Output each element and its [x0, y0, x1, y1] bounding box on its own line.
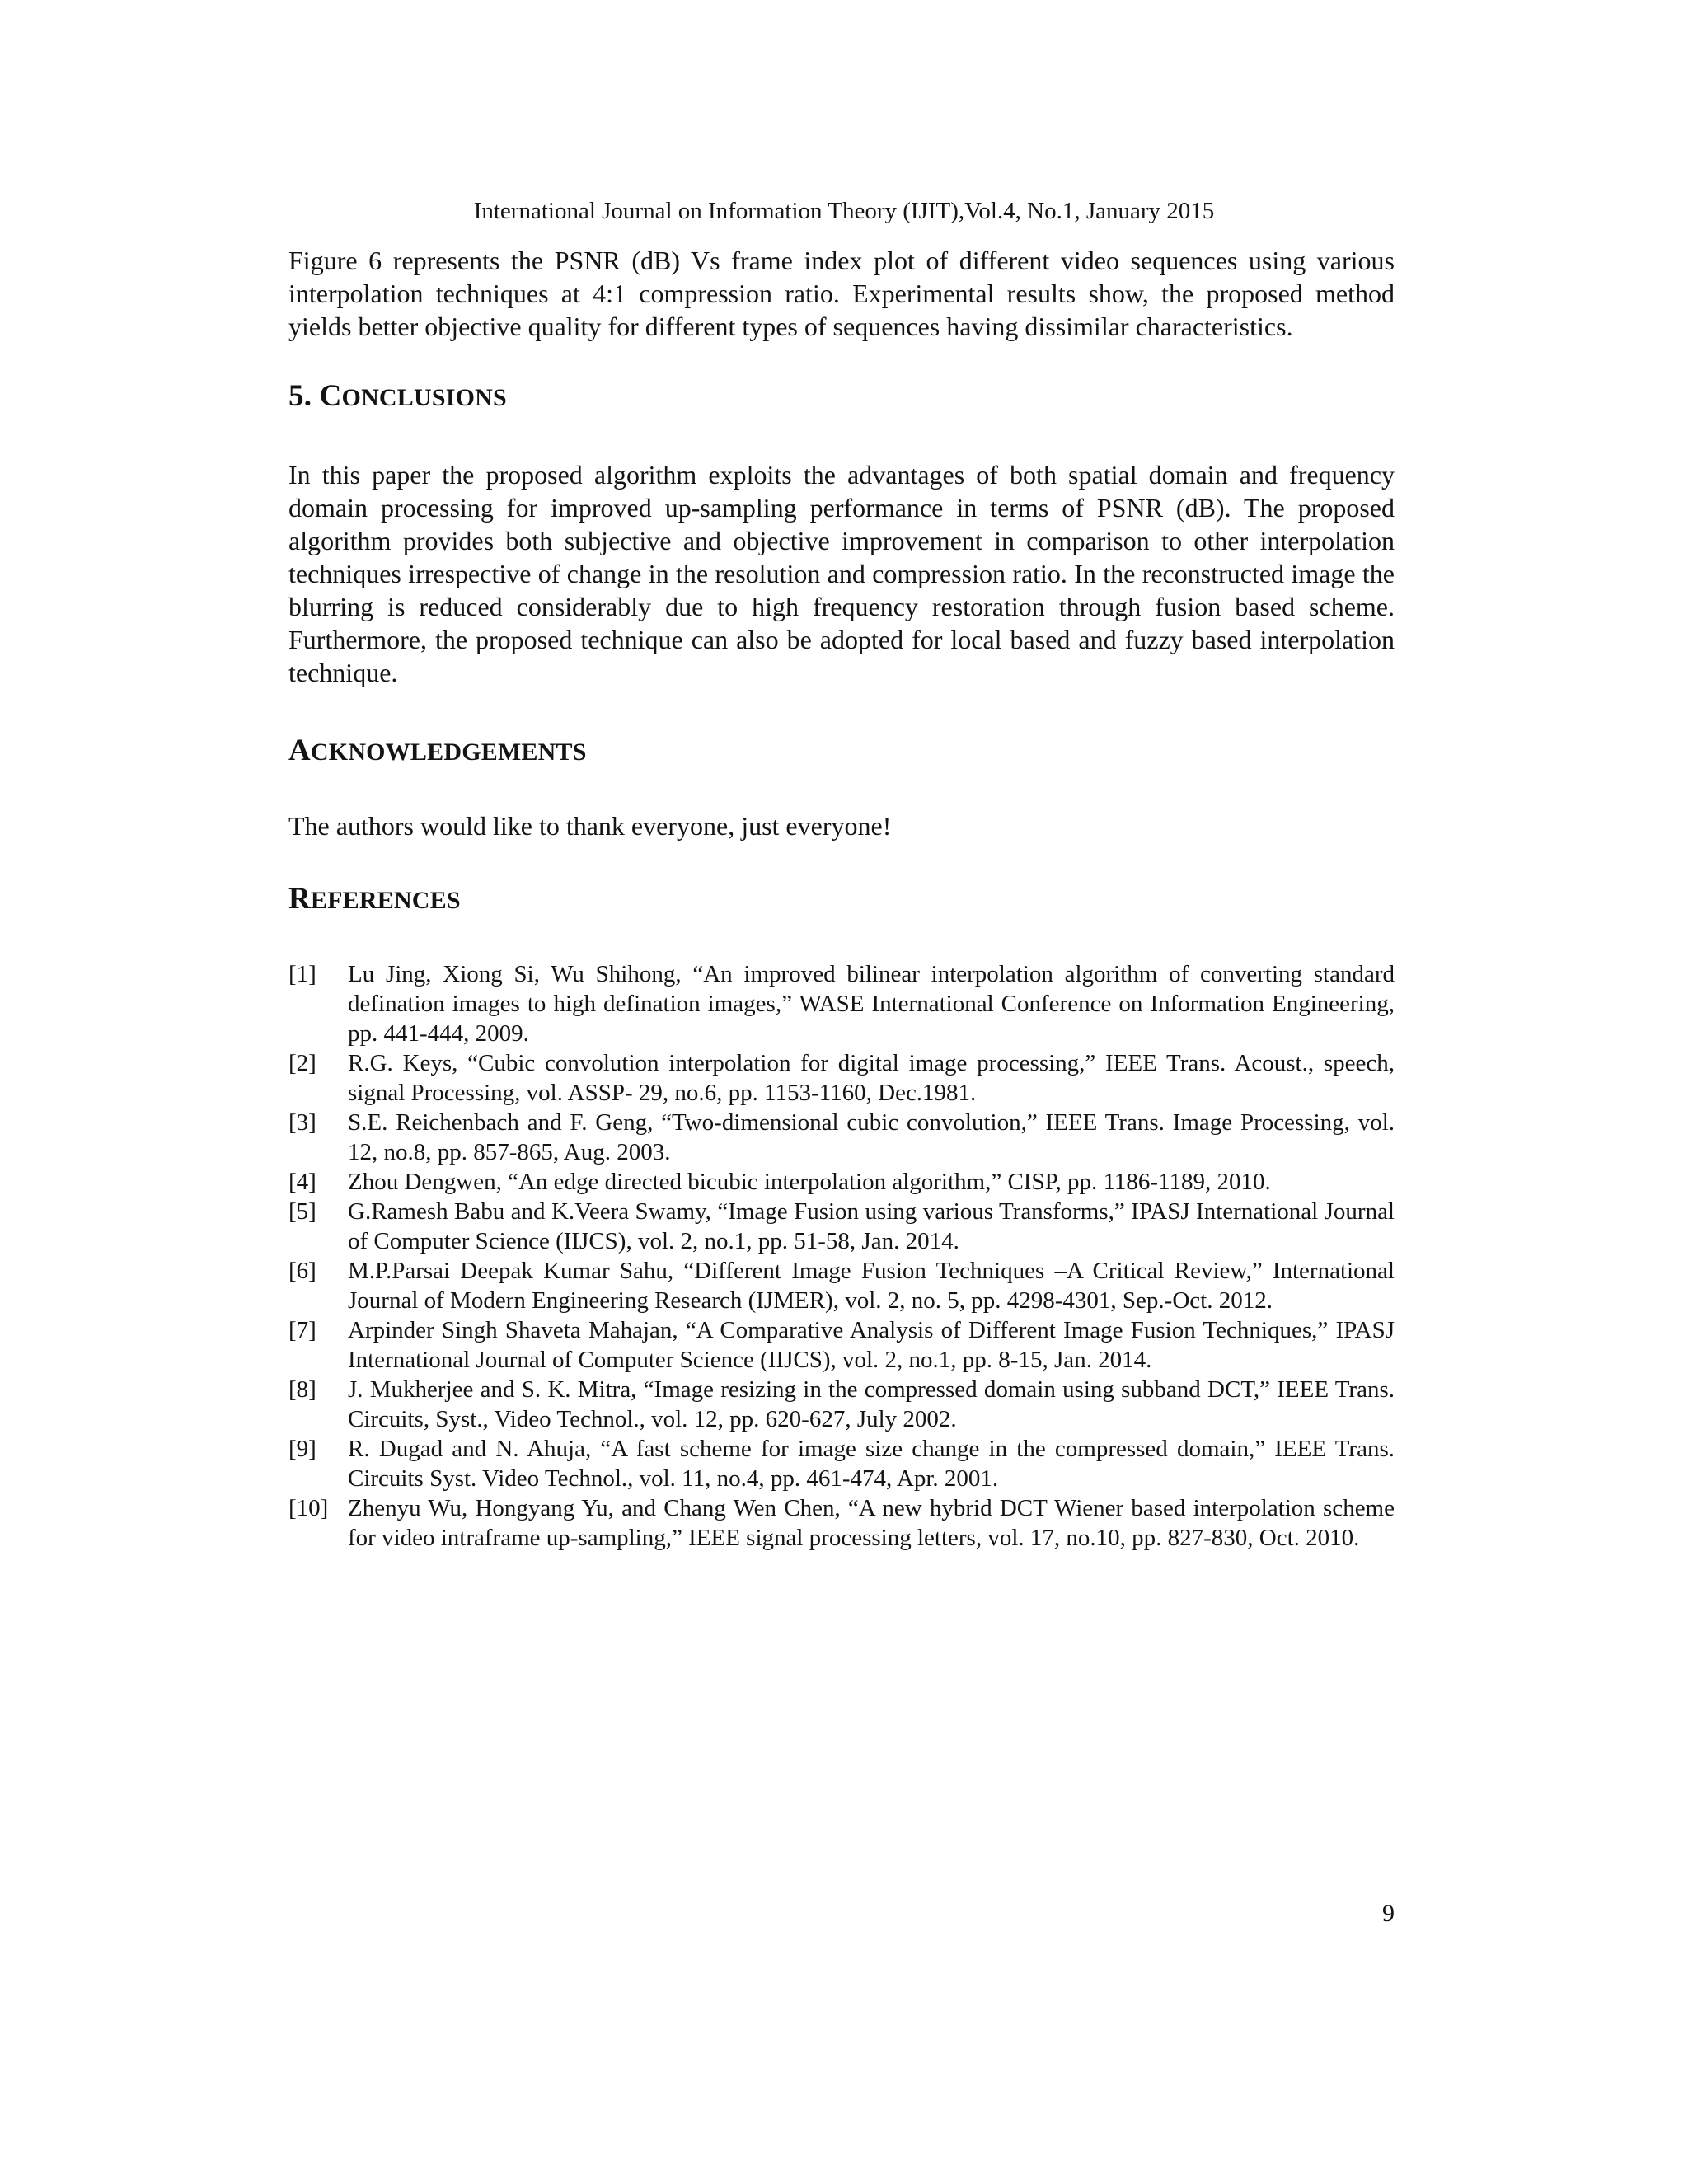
acknowledgements-heading-initial: A	[288, 733, 311, 767]
reference-number: [8]	[288, 1376, 316, 1403]
acknowledgements-heading	[288, 732, 1395, 771]
reference-item	[288, 1197, 1395, 1256]
reference-item	[288, 1108, 1395, 1167]
reference-item	[288, 1375, 1395, 1434]
conclusions-heading-initial: C	[319, 379, 342, 413]
reference-number: [7]	[288, 1317, 316, 1343]
reference-item	[288, 1167, 1395, 1197]
conclusions-heading-rest: ONCLUSIONS	[341, 384, 507, 411]
reference-text: Zhou Dengwen, “An edge directed bicubic interpolation algorithm,” CISP, pp. 1186-1189, 2010.	[348, 1169, 1271, 1195]
reference-number: [2]	[288, 1050, 316, 1076]
reference-item	[288, 959, 1395, 1048]
reference-number: [10]	[288, 1495, 329, 1521]
references-heading	[288, 880, 1395, 920]
reference-text: Lu Jing, Xiong Si, Wu Shihong, “An improved bilinear interpolation algorithm of converting standard defination images to high defination images,” WASE International Conference on Information Engineering, pp. 441-444, 2009.	[348, 961, 1395, 1047]
reference-item	[288, 1256, 1395, 1315]
reference-number: [3]	[288, 1109, 316, 1136]
intro-paragraph: Figure 6 represents the PSNR (dB) Vs frame index plot of different video sequences using various interpolation techniques at 4:1 compression ratio. Experimental results show, the proposed method yields better objective quality for different types of sequences having dissimilar characteristics.	[288, 246, 1395, 341]
reference-number: [6]	[288, 1258, 316, 1284]
reference-number: [1]	[288, 961, 316, 987]
acknowledgements-heading-rest: CKNOWLEDGEMENTS	[310, 738, 587, 766]
references-heading-initial: R	[288, 882, 311, 916]
reference-item	[288, 1048, 1395, 1108]
page-number: 9	[1382, 1900, 1395, 1927]
conclusions-heading	[288, 377, 1395, 417]
reference-text: S.E. Reichenbach and F. Geng, “Two-dimensional cubic convolution,” IEEE Trans. Image Processing, vol. 12, no.8, pp. 857-865, Aug. 2003.	[348, 1109, 1395, 1165]
conclusions-number: 5.	[288, 379, 320, 413]
reference-text: R.G. Keys, “Cubic convolution interpolation for digital image processing,” IEEE Trans. Acoust., speech, signal Processing, vol. ASSP- 29, no.6, pp. 1153-1160, Dec.1981.	[348, 1050, 1395, 1106]
references-heading-rest: EFERENCES	[310, 887, 461, 914]
reference-item	[288, 1315, 1395, 1375]
reference-text: J. Mukherjee and S. K. Mitra, “Image resizing in the compressed domain using subband DCT,” IEEE Trans. Circuits, Syst., Video Technol., vol. 12, pp. 620-627, July 2002.	[348, 1376, 1395, 1432]
reference-item	[288, 1493, 1395, 1553]
reference-text: Arpinder Singh Shaveta Mahajan, “A Comparative Analysis of Different Image Fusion Techniques,” IPASJ International Journal of Computer Science (IIJCS), vol. 2, no.1, pp. 8-15, Jan. 2014.	[348, 1317, 1395, 1373]
reference-text: G.Ramesh Babu and K.Veera Swamy, “Image Fusion using various Transforms,” IPASJ International Journal of Computer Science (IIJCS), vol. 2, no.1, pp. 51-58, Jan. 2014.	[348, 1198, 1395, 1254]
acknowledgements-paragraph: The authors would like to thank everyone, just everyone!	[288, 811, 892, 841]
reference-number: [9]	[288, 1436, 316, 1462]
conclusions-paragraph: In this paper the proposed algorithm exploits the advantages of both spatial domain and frequency domain processing for improved up-sampling performance in terms of PSNR (dB). The proposed algorithm provides both subjective and objective improvement in comparison to other interpolation techniques irrespective of change in the resolution and compression ratio. In the reconstructed image the blurring is reduced considerably due to high frequency restoration through fusion based scheme. Furthermore, the proposed technique can also be adopted for local based and fuzzy based interpolation technique.	[288, 460, 1395, 687]
reference-text: Zhenyu Wu, Hongyang Yu, and Chang Wen Chen, “A new hybrid DCT Wiener based interpolation scheme for video intraframe up-sampling,” IEEE signal processing letters, vol. 17, no.10, pp. 827-830, Oct. 2010.	[348, 1495, 1395, 1551]
reference-number: [4]	[288, 1169, 316, 1195]
reference-number: [5]	[288, 1198, 316, 1225]
page-content	[288, 244, 1395, 1553]
reference-text: M.P.Parsai Deepak Kumar Sahu, “Different Image Fusion Techniques –A Critical Review,” International Journal of Modern Engineering Research (IJMER), vol. 2, no. 5, pp. 4298-4301, Sep.-Oct. 2012.	[348, 1258, 1395, 1314]
reference-text: R. Dugad and N. Ahuja, “A fast scheme for image size change in the compressed domain,” IEEE Trans. Circuits Syst. Video Technol., vol. 11, no.4, pp. 461-474, Apr. 2001.	[348, 1436, 1395, 1492]
reference-list	[288, 959, 1395, 1553]
running-header: International Journal on Information Theory (IJIT),Vol.4, No.1, January 2015	[473, 198, 1215, 224]
reference-item	[288, 1434, 1395, 1493]
